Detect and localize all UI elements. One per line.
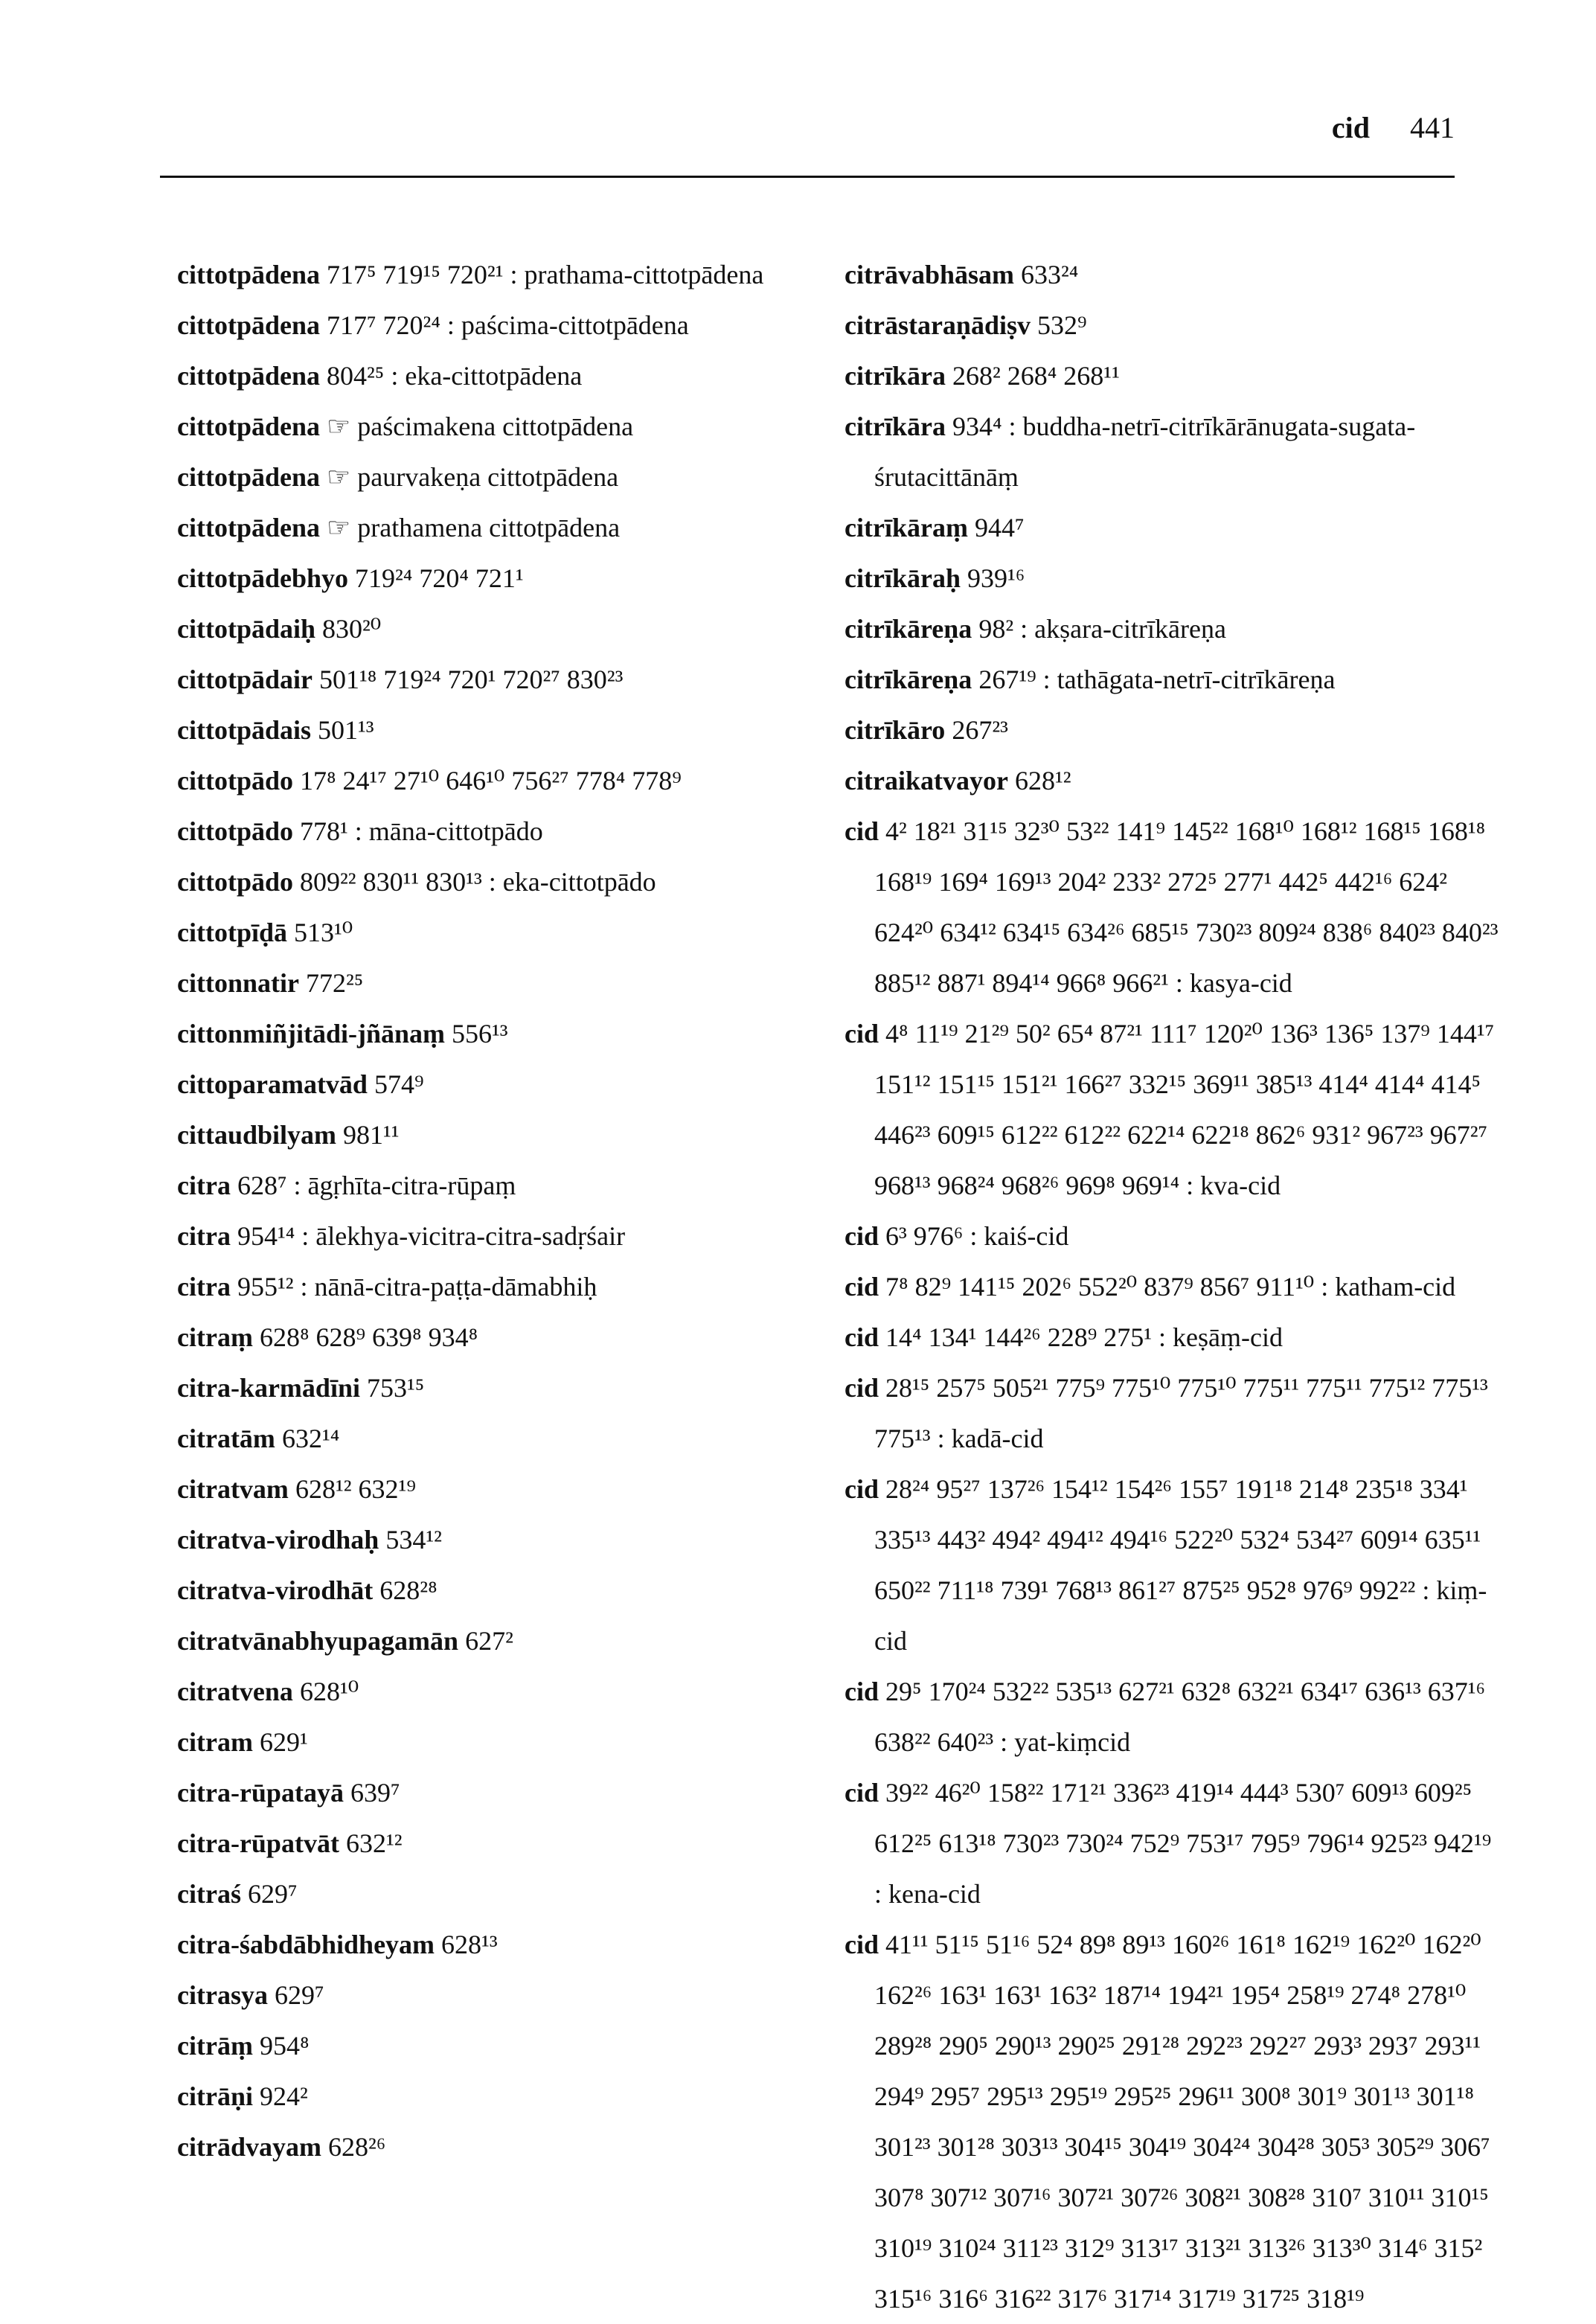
entry-refs: 513¹⁰ — [294, 918, 353, 947]
headword: citratva-virodhāt — [177, 1575, 374, 1605]
entry-refs: 39²² 46²⁰ 158²² 171²¹ 336²³ 419¹⁴ 444³ 530⁷ 609¹³ 609²⁵ 612²⁵ 613¹⁸ 730²³ 730²⁴ 752⁹ 753¹⁷ 795⁹ 796¹⁴ 925²³ 942¹⁹ : kena-cid — [874, 1778, 1492, 1909]
headword: citratvam — [177, 1474, 289, 1504]
entry-refs: 267²³ — [952, 715, 1008, 745]
headword: citrīkāra — [845, 412, 946, 441]
left-column — [177, 249, 832, 2172]
index-entry — [177, 553, 832, 604]
headword: cittotpādena — [177, 462, 320, 492]
index-entry — [845, 300, 1503, 350]
index-entry — [177, 806, 832, 857]
entry-refs: 556¹³ — [452, 1019, 508, 1049]
index-entry — [845, 1312, 1503, 1363]
entry-refs: 532⁹ — [1036, 310, 1087, 340]
entry-refs: 98² : akṣara-citrīkāreṇa — [978, 614, 1226, 644]
index-entry — [177, 1565, 832, 1616]
entry-refs: 924² — [259, 2081, 308, 2111]
entry-refs: 628⁷ : āgṛhīta-citra-rūpaṃ — [237, 1171, 516, 1200]
entry-refs: 955¹² : nānā-citra-paṭṭa-dāmabhiḥ — [237, 1272, 597, 1302]
index-entry — [845, 401, 1503, 502]
index-entry — [845, 1008, 1503, 1211]
entry-refs: 534¹² — [385, 1525, 442, 1555]
entry-refs: 28²⁴ 95²⁷ 137²⁶ 154¹² 154²⁶ 155⁷ 191¹⁸ 214⁸ 235¹⁸ 334¹ 335¹³ 443² 494² 494¹² 494¹⁶ 522²⁰ 532⁴ 534²⁷ 609¹⁴ 635¹¹ 650²² 711¹⁸ 739¹ 768¹³ 861²⁷ 875²⁵ 952⁸ 976⁹ 992²² : kiṃ-cid — [874, 1474, 1487, 1656]
entry-refs: 934⁴ : buddha-netrī-citrīkārānugata-sugata-śrutacittānāṃ — [874, 412, 1416, 492]
header-word: cid — [1331, 111, 1370, 144]
headword: cittotpādena — [177, 513, 320, 542]
headword: cittotpādena — [177, 361, 320, 391]
headword: cittotpādaiḥ — [177, 614, 316, 644]
headword: citra-rūpatvāt — [177, 1828, 339, 1858]
index-entry — [845, 1211, 1503, 1261]
entry-refs: 7⁸ 82⁹ 141¹⁵ 202⁶ 552²⁰ 837⁹ 856⁷ 911¹⁰ : katham-cid — [885, 1272, 1456, 1302]
entry-refs: 628¹² 632¹⁹ — [295, 1474, 416, 1504]
headword: cittotpādena — [177, 412, 320, 441]
headword: citrīkāro — [845, 715, 946, 745]
entry-refs: 628¹² — [1014, 766, 1071, 796]
entry-refs: 954¹⁴ : ālekhya-vicitra-citra-sadṛśair — [237, 1221, 626, 1251]
entry-refs: 267¹⁹ : tathāgata-netrī-citrīkāreṇa — [978, 665, 1336, 694]
index-entry — [177, 300, 832, 350]
entry-refs: 29⁵ 170²⁴ 532²² 535¹³ 627²¹ 632⁸ 632²¹ 634¹⁷ 636¹³ 637¹⁶ 638²² 640²³ : yat-kiṃcid — [874, 1677, 1486, 1757]
headword: citratvena — [177, 1677, 293, 1706]
entry-refs: 804²⁵ : eka-cittotpādena — [327, 361, 583, 391]
index-entry — [177, 857, 832, 907]
entry-refs: 629¹ — [259, 1727, 308, 1757]
headword: citratva-virodhaḥ — [177, 1525, 379, 1555]
index-entry — [177, 1312, 832, 1363]
index-entry — [177, 705, 832, 755]
headword: cittonmiñjitādi-jñānaṃ — [177, 1019, 445, 1049]
entry-refs: 628¹⁰ — [299, 1677, 359, 1706]
entry-refs: 939¹⁶ — [967, 563, 1025, 593]
headword: citram — [177, 1727, 253, 1757]
index-entry — [177, 2122, 832, 2172]
index-entry — [177, 2020, 832, 2071]
index-entry — [177, 907, 832, 958]
index-entry — [845, 1666, 1503, 1767]
headword: cittotpādo — [177, 766, 293, 796]
headword: cid — [845, 1272, 879, 1302]
right-column — [845, 249, 1503, 2324]
headword: citrāvabhāsam — [845, 260, 1014, 289]
headword: cid — [845, 816, 879, 846]
running-header — [1332, 110, 1455, 145]
entry-refs: 719²⁴ 720⁴ 721¹ — [355, 563, 524, 593]
entry-refs: 639⁷ — [350, 1778, 400, 1808]
index-entry — [177, 1818, 832, 1869]
headword: citrīkāraṃ — [845, 513, 968, 542]
entry-refs: 717⁵ 719¹⁵ 720²¹ : prathama-cittotpādena — [327, 260, 764, 289]
headword: cittonnatir — [177, 968, 299, 998]
index-entry — [177, 604, 832, 654]
entry-refs: 809²² 830¹¹ 830¹³ : eka-cittotpādo — [300, 867, 656, 897]
entry-refs: 41¹¹ 51¹⁵ 51¹⁶ 52⁴ 89⁸ 89¹³ 160²⁶ 161⁸ 162¹⁹ 162²⁰ 162²⁰ 162²⁶ 163¹ 163¹ 163² 187¹⁴ 194²¹ 195⁴ 258¹⁹ 274⁸ 278¹⁰ 289²⁸ 290⁵ 290¹³ 290²⁵ 291²⁸ 292²³ 292²⁷ 293³ 293⁷ 293¹¹ 294⁹ 295⁷ 295¹³ 295¹⁹ 295²⁵ 296¹¹ 300⁸ 301⁹ 301¹³ 301¹⁸ 301²³ 301²⁸ 303¹³ 304¹⁵ 304¹⁹ 304²⁴ 304²⁸ 305³ 305²⁹ 306⁷ 307⁸ 307¹² 307¹⁶ 307²¹ 307²⁶ 308²¹ 308²⁸ 310⁷ 310¹¹ 310¹⁵ 310¹⁹ 310²⁴ 311²³ 312⁹ 313¹⁷ 313²¹ 313²⁶ 313³⁰ 314⁶ 315² 315¹⁶ 316⁶ 316²² 317⁶ 317¹⁴ 317¹⁹ 317²⁵ 318¹⁹ — [874, 1930, 1490, 2314]
headword: cittotpādena — [177, 310, 320, 340]
headword: citrīkāreṇa — [845, 665, 972, 694]
headword: citra — [177, 1221, 231, 1251]
index-entry — [177, 1514, 832, 1565]
entry-refs: 268² 268⁴ 268¹¹ — [952, 361, 1120, 391]
index-entry — [177, 401, 832, 452]
entry-refs: 574⁹ — [374, 1069, 424, 1099]
index-entry — [845, 1767, 1503, 1919]
entry-refs: 629⁷ — [247, 1879, 298, 1909]
index-entry — [177, 1919, 832, 1970]
index-entry — [177, 1767, 832, 1818]
index-entry — [177, 1970, 832, 2020]
index-entry — [177, 958, 832, 1008]
entry-refs: 628²⁸ — [379, 1575, 438, 1605]
entry-refs: 717⁷ 720²⁴ : paścima-cittotpādena — [327, 310, 689, 340]
index-entry — [177, 249, 832, 300]
index-entry — [177, 350, 832, 401]
headword: citrasya — [177, 1980, 268, 2010]
entry-refs: 778¹ : māna-cittotpādo — [300, 816, 543, 846]
headword: citra-rūpatayā — [177, 1778, 344, 1808]
index-entry — [177, 1464, 832, 1514]
index-entry — [845, 1261, 1503, 1312]
index-entry — [845, 249, 1503, 300]
index-entry — [177, 1261, 832, 1312]
entry-refs: 4⁸ 11¹⁹ 21²⁹ 50² 65⁴ 87²¹ 111⁷ 120²⁰ 136³ 136⁵ 137⁹ 144¹⁷ 151¹² 151¹⁵ 151²¹ 166²⁷ 332¹⁵ 369¹¹ 385¹³ 414⁴ 414⁴ 414⁵ 446²³ 609¹⁵ 612²² 612²² 622¹⁴ 622¹⁸ 862⁶ 931² 967²³ 967²⁷ 968¹³ 968²⁴ 968²⁶ 969⁸ 969¹⁴ : kva-cid — [874, 1019, 1495, 1200]
index-entry — [177, 1059, 832, 1110]
entry-refs: 28¹⁵ 257⁵ 505²¹ 775⁹ 775¹⁰ 775¹⁰ 775¹¹ 775¹¹ 775¹² 775¹³ 775¹³ : kadā-cid — [874, 1373, 1488, 1453]
index-entry — [177, 1413, 832, 1464]
index-entry — [177, 755, 832, 806]
index-entry — [845, 350, 1503, 401]
headword: citrādvayam — [177, 2132, 321, 2162]
headword: citrīkāraḥ — [845, 563, 961, 593]
entry-refs: 14⁴ 134¹ 144²⁶ 228⁹ 275¹ : keṣāṃ-cid — [885, 1322, 1283, 1352]
entry-refs: 4² 18²¹ 31¹⁵ 32³⁰ 53²² 141⁹ 145²² 168¹⁰ 168¹² 168¹⁵ 168¹⁸ 168¹⁹ 169⁴ 169¹³ 204² 233² 272⁵ 277¹ 442⁵ 442¹⁶ 624² 624²⁰ 634¹² 634¹⁵ 634²⁶ 685¹⁵ 730²³ 809²⁴ 838⁶ 840²³ 840²³ 885¹² 887¹ 894¹⁴ 966⁸ 966²¹ : kasya-cid — [874, 816, 1499, 998]
index-entry — [845, 806, 1503, 1008]
entry-refs: 772²⁵ — [305, 968, 364, 998]
headword: citra — [177, 1171, 231, 1200]
entry-refs: 633²⁴ — [1021, 260, 1079, 289]
entry-refs: 628¹³ — [441, 1930, 498, 1959]
headword: cid — [845, 1322, 879, 1352]
headword: citrāstaraṇādiṣv — [845, 310, 1031, 340]
index-entry — [845, 755, 1503, 806]
index-entry — [177, 1008, 832, 1059]
headword: citrīkāreṇa — [845, 614, 972, 644]
index-entry — [845, 654, 1503, 705]
index-entry — [845, 705, 1503, 755]
headword: cittotpīḍā — [177, 918, 287, 947]
index-entry — [177, 2071, 832, 2122]
entry-refs: 944⁷ — [974, 513, 1025, 542]
entry-refs: 981¹¹ — [343, 1120, 400, 1150]
entry-refs: 632¹⁴ — [281, 1424, 340, 1453]
entry-refs: 501¹³ — [318, 715, 374, 745]
entry-refs: 6³ 976⁶ : kaiś-cid — [885, 1221, 1069, 1251]
headword: citraikatvayor — [845, 766, 1008, 796]
headword: citrāṇi — [177, 2081, 253, 2111]
headword: citratām — [177, 1424, 275, 1453]
headword: citra — [177, 1272, 231, 1302]
headword: cid — [845, 1778, 879, 1808]
page-number: 441 — [1410, 111, 1455, 144]
headword: citraś — [177, 1879, 241, 1909]
headword: cittoparamatvād — [177, 1069, 368, 1099]
headword: cittotpādebhyo — [177, 563, 349, 593]
index-entry — [177, 1110, 832, 1160]
headword: citraṃ — [177, 1322, 253, 1352]
headword: citra-karmādīni — [177, 1373, 360, 1403]
headword: citratvānabhyupagamān — [177, 1626, 459, 1656]
headword: cid — [845, 1221, 879, 1251]
index-entry — [177, 1869, 832, 1919]
headword: cid — [845, 1677, 879, 1706]
entry-refs: ☞ prathamena cittotpādena — [327, 513, 621, 542]
index-entry — [845, 1464, 1503, 1666]
headword: cittaudbilyam — [177, 1120, 337, 1150]
headword: cid — [845, 1373, 879, 1403]
header-rule — [160, 176, 1455, 178]
entry-refs: 830²⁰ — [322, 614, 382, 644]
index-entry — [177, 452, 832, 502]
index-entry — [177, 1616, 832, 1666]
headword: cid — [845, 1930, 879, 1959]
headword: cid — [845, 1019, 879, 1049]
entry-refs: 628²⁶ — [327, 2132, 386, 2162]
entry-refs: 628⁸ 628⁹ 639⁸ 934⁸ — [259, 1322, 478, 1352]
index-entry — [177, 1717, 832, 1767]
index-entry — [177, 502, 832, 553]
headword: citra-śabdābhidheyam — [177, 1930, 435, 1959]
headword: cittotpādais — [177, 715, 311, 745]
index-entry — [177, 1666, 832, 1717]
headword: cittotpādo — [177, 816, 293, 846]
index-entry — [845, 604, 1503, 654]
entry-refs: ☞ paurvakeṇa cittotpādena — [327, 462, 619, 492]
entry-refs: 954⁸ — [259, 2031, 310, 2061]
entry-refs: ☞ paścimakena cittotpādena — [327, 412, 634, 441]
index-entry — [845, 553, 1503, 604]
headword: cittotpādair — [177, 665, 313, 694]
index-entry — [177, 1211, 832, 1261]
index-entry — [845, 1363, 1503, 1464]
index-entry — [845, 1919, 1503, 2324]
entry-refs: 629⁷ — [274, 1980, 324, 2010]
entry-refs: 753¹⁵ — [366, 1373, 425, 1403]
headword: citrīkāra — [845, 361, 946, 391]
entry-refs: 501¹⁸ 719²⁴ 720¹ 720²⁷ 830²³ — [318, 665, 624, 694]
entry-refs: 632¹² — [345, 1828, 403, 1858]
index-entry — [177, 1160, 832, 1211]
entry-refs: 627² — [465, 1626, 513, 1656]
headword: cittotpādena — [177, 260, 320, 289]
entry-refs: 17⁸ 24¹⁷ 27¹⁰ 646¹⁰ 756²⁷ 778⁴ 778⁹ — [300, 766, 682, 796]
headword: citrāṃ — [177, 2031, 253, 2061]
index-entry — [845, 502, 1503, 553]
index-entry — [177, 654, 832, 705]
headword: cid — [845, 1474, 879, 1504]
index-entry — [177, 1363, 832, 1413]
headword: cittotpādo — [177, 867, 293, 897]
